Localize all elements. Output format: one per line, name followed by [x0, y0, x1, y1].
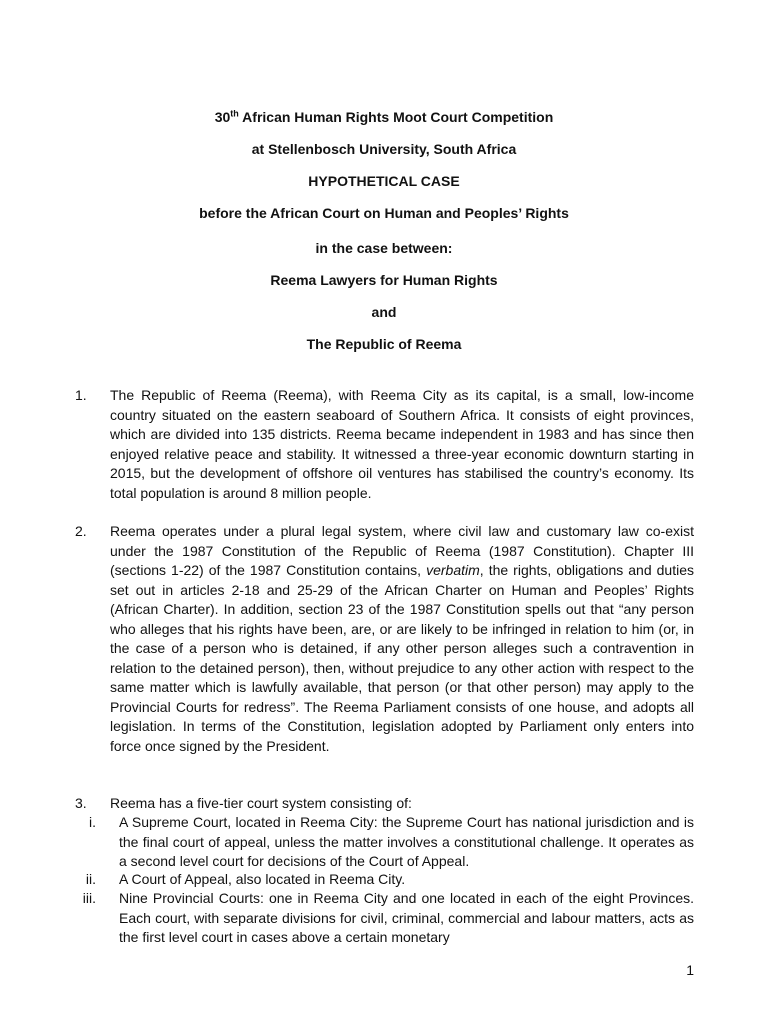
party-applicant: Reema Lawyers for Human Rights: [270, 272, 498, 288]
list-numeral: ii.: [85, 871, 96, 887]
paragraph-text: The Republic of Reema (Reema), with Reema City as its capital, is a small, low-income country situated on the eastern seaboard of Southern Africa. It consists of eight provinces, which are divided into 135 districts. Reema became independent in 1983 and has since then enjoyed relative peace and stability. It witnessed a three-year economic downturn starting in 2015, but the development of offshore oil ventures has stabilised the country’s economy. Its total population is around 8 million people.: [110, 387, 694, 501]
paragraph-number: 1.: [75, 387, 87, 403]
between-line: in the case between:: [315, 240, 453, 256]
party-respondent: The Republic of Reema: [306, 336, 462, 352]
page-number: 1: [686, 962, 694, 978]
list-numeral: iii.: [82, 890, 96, 906]
paragraph-number: 2.: [75, 523, 87, 539]
paragraph-text: Reema has a five-tier court system consisting of:: [110, 795, 412, 811]
and-line: and: [371, 304, 397, 320]
italic-term: verbatim: [426, 562, 480, 578]
list-item: A Court of Appeal, also located in Reema City.: [119, 871, 406, 887]
list-numeral: i.: [89, 814, 96, 830]
case-type-heading: HYPOTHETICAL CASE: [308, 173, 460, 189]
venue-line: at Stellenbosch University, South Africa: [251, 141, 517, 157]
paragraph-text-part: , the rights, obligations and duties set out in articles 2-18 and 25-29 of the African Charter on Human and Peoples’ Rights (African Charter). In addition, section 23 of the 1987 Constitution spells out that “any person who alleges that his rights have been, are, or are likely to be infringed in relation to him (or, in the case of a person who is detained, if any other person alleges such a contravention in relation to the detained person), then, without prejudice to any other action with respect to the same matter which is lawfully available, that person (or that other person) may apply to the Provincial Courts for redress”. The Reema Parliament consists of one house, and adopts all legislation. In terms of the Constitution, legislation adopted by Parliament only enters into force once signed by the President.: [110, 562, 695, 754]
paragraph-text: [110, 522, 694, 756]
ordinal: 30: [214, 109, 231, 125]
competition-name: African Human Rights Moot Court Competition: [238, 109, 554, 125]
ordinal-suffix: th: [230, 108, 239, 119]
list-item: A Supreme Court, located in Reema City: the Supreme Court has national jurisdiction and is the final court of appeal, unless the matter involves a constitutional challenge. It operates as a second level court for decisions of the Court of Appeal.: [119, 814, 694, 869]
paragraph-number: 3.: [75, 795, 87, 811]
competition-title: [0, 109, 768, 125]
court-line: before the African Court on Human and Peoples’ Rights: [199, 205, 569, 221]
list-item: Nine Provincial Courts: one in Reema City and one located in each of the eight Provinces. Each court, with separate divisions for civil, criminal, commercial and labour matters, acts as the first level court in cases above a certain monetary: [119, 890, 694, 945]
paragraph-text-part: Reema operates under a plural legal system, where civil law and customary law co-exist under the 1987 Constitution of the Republic of Reema (1987 Constitution). Chapter III (sections 1-22) of the 1987 Constitution contains,: [110, 523, 694, 578]
